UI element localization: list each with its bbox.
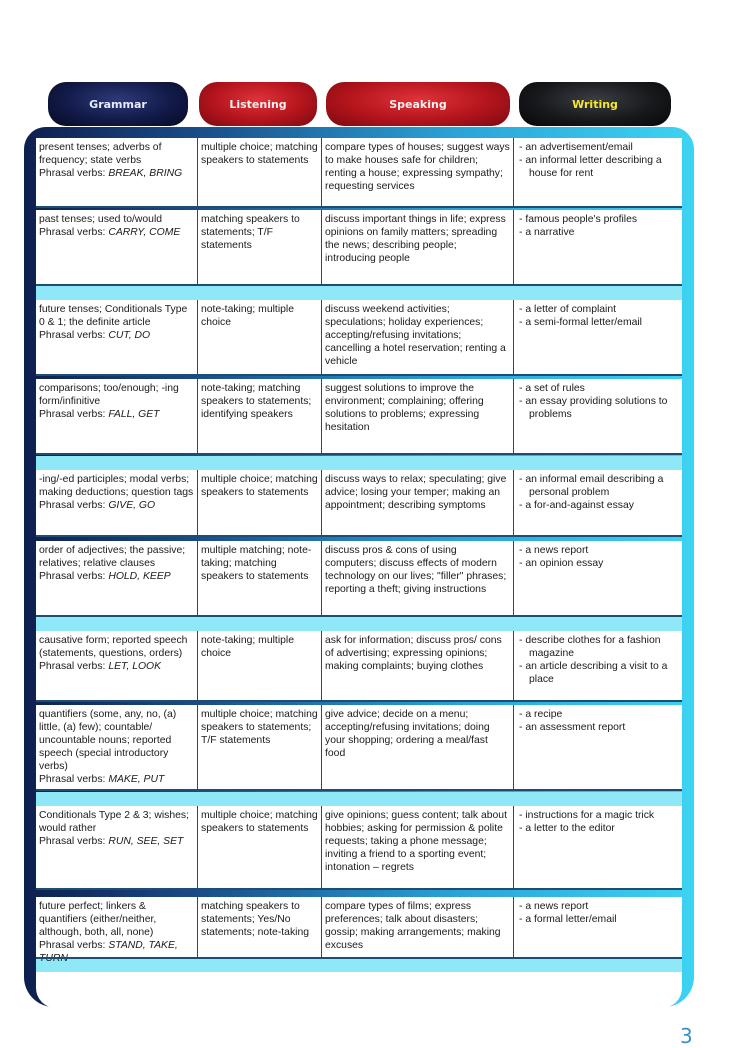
writing-cell (514, 210, 682, 286)
listening-text: multiple matching; note-taking; matching speakers to statements (201, 545, 312, 582)
phrasal-verbs: Phrasal verbs: BREAK, BRING (39, 168, 183, 179)
writing-task: - an essay providing solutions to problems (519, 395, 679, 421)
listening-cell (198, 470, 322, 537)
phrasal-verbs: Phrasal verbs: CUT, DO (39, 330, 151, 341)
listening-cell (198, 897, 322, 959)
grammar-text: -ing/-ed participles; modal verbs; making deductions; question tags (39, 474, 194, 498)
grammar-text: future tenses; Conditionals Type 0 & 1; the definite article (39, 304, 188, 328)
row-divider (36, 789, 682, 791)
grammar-cell (36, 138, 198, 208)
listening-text: matching speakers to statements; Yes/No statements; note-taking (201, 901, 310, 938)
writing-task: - a recipe (519, 708, 679, 721)
table-row (36, 541, 682, 617)
phrasal-verbs: Phrasal verbs: CARRY, COME (39, 227, 181, 238)
writing-cell (514, 631, 682, 702)
tab-writing-label: Writing (572, 97, 618, 111)
speaking-text: give advice; decide on a menu; accepting/refusing invitations; doing your shopping; ordering a meal/fast food (325, 709, 490, 759)
grammar-text: order of adjectives; the passive; relatives; relative clauses (39, 545, 186, 569)
grammar-cell (36, 470, 198, 537)
grammar-text: causative form; reported speech (statements, questions, orders) (39, 635, 188, 659)
writing-cell (514, 138, 682, 208)
speaking-cell (322, 806, 514, 890)
listening-text: multiple choice; matching speakers to statements (201, 810, 318, 834)
row-divider (36, 374, 682, 376)
table-row (36, 210, 682, 286)
speaking-cell (322, 210, 514, 286)
writing-cell (514, 300, 682, 376)
writing-task: - a letter to the editor (519, 822, 679, 835)
section-band (36, 286, 682, 300)
listening-cell (198, 705, 322, 791)
tab-grammar-label: Grammar (89, 97, 147, 111)
writing-task: - an assessment report (519, 721, 679, 734)
grammar-text: past tenses; used to/would (39, 214, 163, 225)
table-row (36, 705, 682, 791)
phrasal-verbs: Phrasal verbs: GIVE, GO (39, 500, 156, 511)
speaking-cell (322, 631, 514, 702)
writing-task: - an advertisement/email (519, 141, 679, 154)
listening-cell (198, 138, 322, 208)
speaking-text: compare types of films; express preferences; talk about disasters; gossip; making arrangements; making excuses (325, 901, 501, 951)
grammar-text: comparisons; too/enough; -ing form/infinitive (39, 383, 179, 407)
speaking-text: discuss important things in life; express opinions on family matters; spreading the news; describing people; introducing people (325, 214, 506, 264)
writing-task: - an informal letter describing a house for rent (519, 154, 679, 180)
row-divider (36, 206, 682, 208)
speaking-text: give opinions; guess content; talk about hobbies; asking for permission & polite requests; taking a phone message; inviting a friend to a sporting event; intonation – regrets (325, 810, 507, 873)
listening-cell (198, 300, 322, 376)
grammar-text: quantifiers (some, any, no, (a) little, (a) few); countable/ uncountable nouns; reported speech (special introductory verbs) (39, 709, 177, 772)
writing-task: - a for-and-against essay (519, 499, 679, 512)
grammar-text: Conditionals Type 2 & 3; wishes; would rather (39, 810, 189, 834)
grammar-cell (36, 705, 198, 791)
page-number: 3 (680, 1024, 693, 1048)
phrasal-verbs: Phrasal verbs: RUN, SEE, SET (39, 836, 184, 847)
table-row (36, 138, 682, 208)
writing-task: - famous people's profiles (519, 213, 679, 226)
writing-task: - instructions for a magic trick (519, 809, 679, 822)
writing-task: - a set of rules (519, 382, 679, 395)
phrasal-verbs: Phrasal verbs: HOLD, KEEP (39, 571, 171, 582)
speaking-text: discuss weekend activities; speculations; holiday experiences; accepting/refusing invitations; cancelling a hotel reservation; renting a vehicle (325, 304, 506, 367)
listening-cell (198, 541, 322, 617)
speaking-cell (322, 138, 514, 208)
speaking-cell (322, 897, 514, 959)
speaking-cell (322, 705, 514, 791)
table-row (36, 379, 682, 455)
tab-writing (519, 82, 671, 126)
speaking-cell (322, 541, 514, 617)
grammar-cell (36, 541, 198, 617)
writing-task: - a semi-formal letter/email (519, 316, 679, 329)
speaking-text: compare types of houses; suggest ways to make houses safe for children; renting a house; expressing sympathy; requesting services (325, 142, 510, 192)
speaking-cell (322, 470, 514, 537)
grammar-cell (36, 806, 198, 890)
tab-speaking-label: Speaking (389, 97, 447, 111)
writing-cell (514, 470, 682, 537)
grammar-cell (36, 897, 198, 959)
tab-grammar (48, 82, 188, 126)
phrasal-verbs: Phrasal verbs: MAKE, PUT (39, 774, 165, 785)
writing-task: - describe clothes for a fashion magazine (519, 634, 679, 660)
listening-cell (198, 379, 322, 455)
listening-text: matching speakers to statements; T/F statements (201, 214, 300, 251)
section-band (36, 792, 682, 806)
speaking-text: discuss pros & cons of using computers; discuss effects of modern technology on our lives; "filler" phrases; reporting a theft; giving instructions (325, 545, 507, 595)
writing-task: - an article describing a visit to a place (519, 660, 679, 686)
grammar-cell (36, 210, 198, 286)
speaking-cell (322, 379, 514, 455)
table-row (36, 631, 682, 702)
tab-listening-label: Listening (229, 97, 287, 111)
speaking-text: ask for information; discuss pros/ cons of advertising; expressing opinions; making complaints; buying clothes (325, 635, 502, 672)
writing-task: - a news report (519, 544, 679, 557)
speaking-cell (322, 300, 514, 376)
phrasal-verbs: Phrasal verbs: FALL, GET (39, 409, 160, 420)
grammar-cell (36, 631, 198, 702)
writing-task: - an opinion essay (519, 557, 679, 570)
section-band (36, 617, 682, 631)
phrasal-verbs: Phrasal verbs: LET, LOOK (39, 661, 162, 672)
writing-cell (514, 541, 682, 617)
grammar-cell (36, 379, 198, 455)
writing-task: - a narrative (519, 226, 679, 239)
listening-cell (198, 210, 322, 286)
listening-text: multiple choice; matching speakers to statements (201, 474, 318, 498)
writing-cell (514, 379, 682, 455)
row-divider (36, 888, 682, 890)
grammar-text: present tenses; adverbs of frequency; state verbs (39, 142, 162, 166)
row-divider (36, 453, 682, 455)
writing-task: - an informal email describing a personal problem (519, 473, 679, 499)
table-row (36, 897, 682, 959)
row-divider (36, 957, 682, 959)
section-band (36, 456, 682, 470)
writing-cell (514, 806, 682, 890)
writing-cell (514, 705, 682, 791)
listening-text: multiple choice; matching speakers to statements (201, 142, 318, 166)
listening-text: note-taking; multiple choice (201, 304, 294, 328)
table-row (36, 470, 682, 537)
row-divider (36, 615, 682, 617)
listening-text: note-taking; multiple choice (201, 635, 294, 659)
listening-text: note-taking; matching speakers to statements; identifying speakers (201, 383, 312, 420)
listening-cell (198, 631, 322, 702)
tab-speaking (326, 82, 510, 126)
writing-task: - a news report (519, 900, 679, 913)
grammar-text: future perfect; linkers & quantifiers (either/neither, although, both, all, none) (39, 901, 157, 938)
row-divider (36, 700, 682, 702)
table-row (36, 300, 682, 376)
writing-cell (514, 897, 682, 959)
row-divider (36, 284, 682, 286)
speaking-text: discuss ways to relax; speculating; give advice; losing your temper; making an appointment; describing symptoms (325, 474, 507, 511)
row-divider (36, 535, 682, 537)
listening-text: multiple choice; matching speakers to statements; T/F statements (201, 709, 318, 746)
listening-cell (198, 806, 322, 890)
phrasal-verbs: Phrasal verbs: STAND, TAKE, (39, 940, 178, 951)
table-bottom-panel (36, 972, 682, 1008)
grammar-cell (36, 300, 198, 376)
writing-task: - a formal letter/email (519, 913, 679, 926)
table-row (36, 806, 682, 890)
tab-listening (199, 82, 317, 126)
writing-task: - a letter of complaint (519, 303, 679, 316)
speaking-text: suggest solutions to improve the environment; complaining; offering solutions to problems; expressing hesitation (325, 383, 484, 433)
